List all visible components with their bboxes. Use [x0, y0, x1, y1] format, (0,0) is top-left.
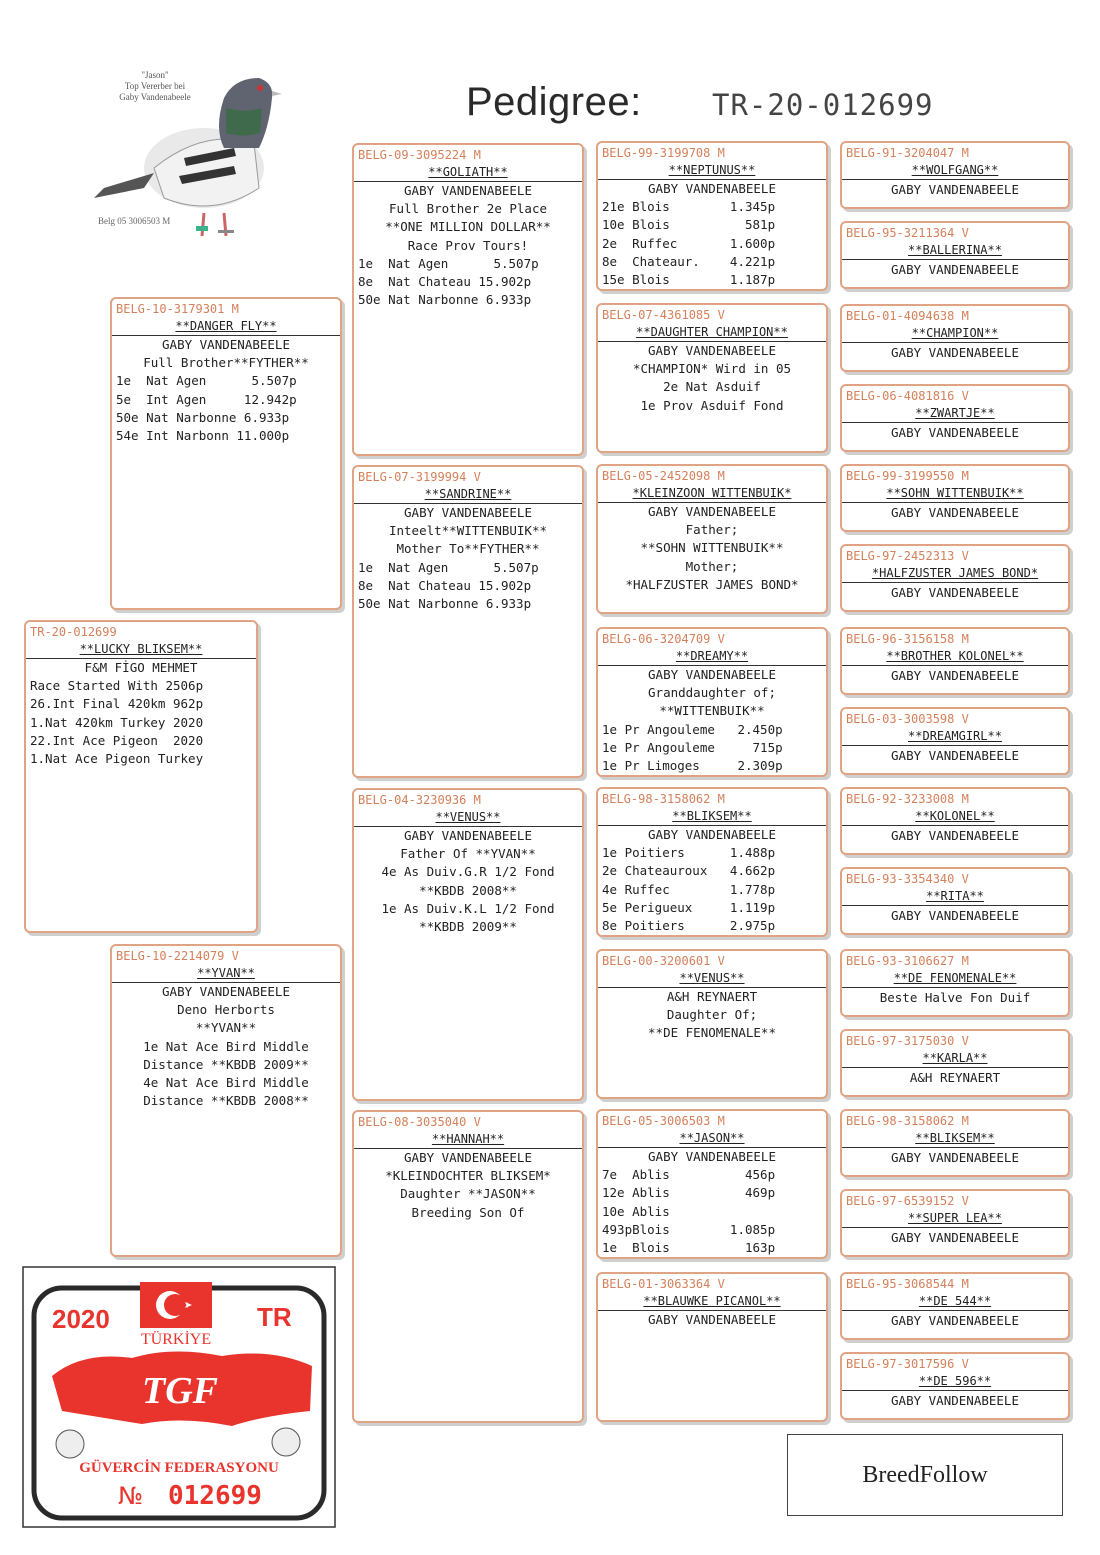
- card-line: 2e Chateauroux 4.662p: [602, 863, 776, 879]
- pigeon-name: **KARLA**: [842, 1050, 1068, 1068]
- pigeon-name: **DE FENOMENALE**: [842, 970, 1068, 988]
- ring-number: BELG-96-3156158 M: [846, 632, 969, 646]
- card-line: Father Of **YVAN**: [400, 846, 536, 862]
- ancestor-card[interactable]: [840, 627, 1070, 695]
- ancestor-card[interactable]: [840, 221, 1070, 289]
- card-line: GABY VANDENABEELE: [404, 505, 532, 520]
- card-line: 1e Blois 163p: [602, 1240, 776, 1256]
- card-line: 15e Blois 1.187p: [602, 272, 776, 288]
- pigeon-name: *HALFZUSTER JAMES BOND*: [842, 565, 1068, 583]
- pigeon-name: **SOHN WITTENBUIK**: [842, 485, 1068, 503]
- card-line: GABY VANDENABEELE: [891, 1230, 1019, 1245]
- great-grandparent-card[interactable]: [596, 1109, 828, 1259]
- card-line: Breeding Son Of: [411, 1204, 525, 1220]
- pigeon-name: **ZWARTJE**: [842, 405, 1068, 423]
- pigeon-name: **CHAMPION**: [842, 325, 1068, 343]
- card-line: 50e Nat Narbonne 6.933p: [358, 292, 532, 308]
- card-line: GABY VANDENABEELE: [891, 585, 1019, 600]
- ancestor-card[interactable]: [840, 1352, 1070, 1420]
- card-line: 1e Nat Agen 5.507p: [116, 373, 297, 389]
- pigeon-name: **JASON**: [598, 1130, 826, 1148]
- great-grandparent-card[interactable]: [596, 141, 828, 291]
- dam-card[interactable]: [110, 944, 342, 1257]
- card-line: GABY VANDENABEELE: [891, 908, 1019, 923]
- card-line: GABY VANDENABEELE: [891, 748, 1019, 763]
- card-line: 493pBlois 1.085p: [602, 1221, 776, 1237]
- ring-number: BELG-93-3354340 V: [846, 872, 969, 886]
- card-line: A&H REYNAERT: [666, 989, 758, 1004]
- sire-card[interactable]: [110, 297, 342, 610]
- ring-number: BELG-07-4361085 V: [602, 308, 725, 322]
- pigeon-name: **BALLERINA**: [842, 242, 1068, 260]
- card-line: *KLEINDOCHTER BLIKSEM*: [385, 1168, 551, 1184]
- card-line: 2e Ruffec 1.600p: [602, 235, 776, 251]
- ancestor-card[interactable]: [840, 707, 1070, 775]
- ring-number: BELG-91-3204047 M: [846, 146, 969, 160]
- ring-number: BELG-05-3006503 M: [602, 1114, 725, 1128]
- card-line: 1.Nat 420km Turkey 2020: [30, 714, 204, 730]
- great-grandparent-card[interactable]: [596, 303, 828, 453]
- card-line: 1e Pr Angouleme 2.450p: [602, 721, 783, 737]
- ring-number: BELG-95-3068544 M: [846, 1277, 969, 1291]
- pigeon-name: **DAUGHTER CHAMPION**: [598, 324, 826, 342]
- subject-card[interactable]: [24, 620, 258, 933]
- card-line: GABY VANDENABEELE: [891, 182, 1019, 197]
- card-line: 8e Chateaur. 4.221p: [602, 253, 776, 269]
- card-line: F&M FİGO MEHMET: [84, 660, 198, 675]
- great-grandparent-card[interactable]: [596, 949, 828, 1099]
- card-line: 1e Nat Agen 5.507p: [358, 559, 539, 575]
- ring-number: BELG-00-3200601 V: [602, 954, 725, 968]
- card-line: Distance **KBDB 2009**: [143, 1056, 309, 1072]
- pigeon-name: **NEPTUNUS**: [598, 162, 826, 180]
- great-grandparent-card[interactable]: [596, 627, 828, 777]
- card-line: 8e Nat Chateau 15.902p: [358, 274, 532, 290]
- pigeon-name: **BLIKSEM**: [842, 1130, 1068, 1148]
- ancestor-card[interactable]: [840, 384, 1070, 452]
- card-line: 1e Pr Angouleme 715p: [602, 739, 783, 755]
- card-line: GABY VANDENABEELE: [162, 337, 290, 352]
- pigeon-name: **RITA**: [842, 888, 1068, 906]
- card-line: 10e Ablis: [602, 1203, 670, 1219]
- card-line: 12e Ablis 469p: [602, 1185, 776, 1201]
- card-line: Deno Herborts: [177, 1002, 275, 1018]
- card-line: **DE FENOMENALE**: [648, 1025, 776, 1041]
- ring-number: BELG-09-3095224 M: [358, 148, 481, 162]
- grandparent-card[interactable]: [352, 143, 584, 456]
- card-line: 1e Nat Ace Bird Middle: [143, 1038, 309, 1054]
- card-line: GABY VANDENABEELE: [891, 1313, 1019, 1328]
- card-line: Full Brother 2e Place: [388, 201, 548, 217]
- grandparent-card[interactable]: [352, 465, 584, 778]
- ring-number: BELG-01-3063364 V: [602, 1277, 725, 1291]
- card-line: Granddaughter of;: [648, 685, 776, 701]
- card-line: GABY VANDENABEELE: [891, 425, 1019, 440]
- grandparent-card[interactable]: [352, 788, 584, 1101]
- badge-country-code: TR: [257, 1302, 292, 1332]
- card-line: Inteelt**WITTENBUIK**: [388, 523, 548, 539]
- card-line: 26.Int Final 420km 962p: [30, 696, 204, 712]
- badge-country: TÜRKİYE: [140, 1331, 212, 1348]
- card-line: 1e As Duiv.K.L 1/2 Fond: [381, 900, 555, 916]
- ring-number: TR-20-012699: [30, 625, 117, 639]
- pigeon-ring-number: Belg 05 3006503 M: [98, 216, 171, 226]
- card-line: 1e Prov Asduif Fond: [640, 397, 784, 413]
- pigeon-caption: "Jason" Top Vererber bei Gaby Vandenabeele: [119, 70, 191, 102]
- card-line: *HALFZUSTER JAMES BOND*: [625, 576, 799, 592]
- card-line: 7e Ablis 456p: [602, 1167, 776, 1183]
- ancestor-card[interactable]: [840, 464, 1070, 532]
- grandparent-card[interactable]: [352, 1110, 584, 1423]
- card-line: 54e Int Narbonn 11.000p: [116, 428, 290, 444]
- card-line: GABY VANDENABEELE: [648, 504, 776, 519]
- card-line: 2e Nat Asduif: [663, 379, 761, 395]
- card-line: GABY VANDENABEELE: [162, 984, 290, 999]
- pigeon-name: **KOLONEL**: [842, 808, 1068, 826]
- card-line: **KBDB 2008**: [419, 882, 517, 898]
- pigeon-name: **VENUS**: [598, 970, 826, 988]
- ring-number: BELG-98-3158062 M: [602, 792, 725, 806]
- card-line: 21e Blois 1.345p: [602, 199, 776, 215]
- card-line: GABY VANDENABEELE: [648, 667, 776, 682]
- card-line: **KBDB 2009**: [419, 919, 517, 935]
- pigeon-name: **BLAUWKE PICANOL**: [598, 1293, 826, 1311]
- ancestor-card[interactable]: [840, 1272, 1070, 1340]
- pigeon-name: **SANDRINE**: [354, 486, 582, 504]
- card-line: Daughter **JASON**: [400, 1186, 536, 1202]
- card-line: GABY VANDENABEELE: [891, 262, 1019, 277]
- card-line: GABY VANDENABEELE: [648, 1312, 776, 1327]
- card-line: **WITTENBUIK**: [659, 703, 765, 719]
- badge-number-prefix: №: [118, 1482, 143, 1510]
- ancestor-card[interactable]: [840, 141, 1070, 209]
- ancestor-card[interactable]: [840, 544, 1070, 612]
- pigeon-name: **BLIKSEM**: [598, 808, 826, 826]
- ring-number: BELG-08-3035040 V: [358, 1115, 481, 1129]
- ancestor-card[interactable]: [840, 949, 1070, 1017]
- card-line: Father;: [685, 522, 739, 538]
- card-line: GABY VANDENABEELE: [891, 668, 1019, 683]
- pigeon-name: **DANGER FLY**: [112, 318, 340, 336]
- pigeon-name: **SUPER LEA**: [842, 1210, 1068, 1228]
- card-line: 1e Pr Limoges 2.309p: [602, 758, 783, 774]
- ancestor-card[interactable]: [840, 1109, 1070, 1177]
- pigeon-name: **DREAMGIRL**: [842, 728, 1068, 746]
- card-line: GABY VANDENABEELE: [648, 1149, 776, 1164]
- card-line: GABY VANDENABEELE: [404, 828, 532, 843]
- card-line: GABY VANDENABEELE: [891, 505, 1019, 520]
- card-line: GABY VANDENABEELE: [404, 1150, 532, 1165]
- card-line: 8e Nat Chateau 15.902p: [358, 577, 532, 593]
- card-line: GABY VANDENABEELE: [648, 827, 776, 842]
- ring-number: BELG-04-3230936 M: [358, 793, 481, 807]
- card-line: 1e Poitiers 1.488p: [602, 845, 776, 861]
- pigeon-name: *KLEINZOON WITTENBUIK*: [598, 485, 826, 503]
- ring-number: BELG-06-3204709 V: [602, 632, 725, 646]
- card-line: Mother To**FYTHER**: [396, 541, 540, 557]
- card-line: 4e As Duiv.G.R 1/2 Fond: [381, 864, 555, 880]
- ancestor-card[interactable]: [840, 1189, 1070, 1257]
- card-line: 22.Int Ace Pigeon 2020: [30, 732, 204, 748]
- pigeon-name: **HANNAH**: [354, 1131, 582, 1149]
- ancestor-card[interactable]: [840, 1029, 1070, 1097]
- card-line: 50e Nat Narbonne 6.933p: [358, 596, 532, 612]
- card-line: GABY VANDENABEELE: [891, 1393, 1019, 1408]
- federation-badge: [22, 1266, 336, 1528]
- ancestor-card[interactable]: [840, 867, 1070, 935]
- ring-number: BELG-06-4081816 V: [846, 389, 969, 403]
- badge-abbr: TGF: [142, 1370, 218, 1412]
- ring-number: BELG-95-3211364 V: [846, 226, 969, 240]
- card-line: 4e Ruffec 1.778p: [602, 881, 776, 897]
- ancestor-card[interactable]: [840, 787, 1070, 855]
- card-line: 1e Nat Agen 5.507p: [358, 255, 539, 271]
- card-line: **SOHN WITTENBUIK**: [640, 540, 784, 556]
- pigeon-name: **VENUS**: [354, 809, 582, 827]
- card-line: Daughter Of;: [666, 1007, 758, 1023]
- pigeon-name: **GOLIATH**: [354, 164, 582, 182]
- card-line: Distance **KBDB 2008**: [143, 1093, 309, 1109]
- pedigree-code: TR-20-012699: [712, 88, 934, 122]
- pigeon-name: **BROTHER KOLONEL**: [842, 648, 1068, 666]
- card-line: Beste Halve Fon Duif: [879, 990, 1031, 1005]
- card-line: 5e Perigueux 1.119p: [602, 899, 776, 915]
- card-line: **YVAN**: [195, 1020, 257, 1036]
- card-line: 5e Int Agen 12.942p: [116, 391, 297, 407]
- ring-number: BELG-97-3175030 V: [846, 1034, 969, 1048]
- pigeon-name: **DE 544**: [842, 1293, 1068, 1311]
- ring-number: BELG-98-3158062 M: [846, 1114, 969, 1128]
- card-line: Race Prov Tours!: [407, 237, 529, 253]
- card-line: Full Brother**FYTHER**: [143, 355, 309, 371]
- page-title: Pedigree:: [466, 80, 642, 124]
- breedfollow-logo: BreedFollow: [787, 1434, 1063, 1516]
- card-line: GABY VANDENABEELE: [891, 1150, 1019, 1165]
- card-line: GABY VANDENABEELE: [648, 181, 776, 196]
- ring-number: BELG-03-3003598 V: [846, 712, 969, 726]
- ring-number: BELG-97-2452313 V: [846, 549, 969, 563]
- great-grandparent-card[interactable]: [596, 1272, 828, 1422]
- pigeon-name: **YVAN**: [112, 965, 340, 983]
- badge-number: 012699: [168, 1481, 262, 1511]
- card-line: Race Started With 2506p: [30, 678, 204, 694]
- card-line: GABY VANDENABEELE: [404, 183, 532, 198]
- card-line: 1.Nat Ace Pigeon Turkey: [30, 751, 204, 767]
- ring-number: BELG-92-3233008 M: [846, 792, 969, 806]
- pigeon-name: **DE 596**: [842, 1373, 1068, 1391]
- card-line: A&H REYNAERT: [909, 1070, 1001, 1085]
- ring-number: BELG-01-4094638 M: [846, 309, 969, 323]
- ring-number: BELG-05-2452098 M: [602, 469, 725, 483]
- card-line: Mother;: [685, 558, 739, 574]
- card-line: *CHAMPION* Wird in 05: [632, 361, 792, 377]
- badge-year: 2020: [52, 1304, 110, 1334]
- great-grandparent-card[interactable]: [596, 464, 828, 614]
- ring-number: BELG-10-3179301 M: [116, 302, 239, 316]
- card-line: 8e Poitiers 2.975p: [602, 918, 776, 934]
- pigeon-name: **DREAMY**: [598, 648, 826, 666]
- card-line: **ONE MILLION DOLLAR**: [385, 219, 551, 235]
- ring-number: BELG-97-3017596 V: [846, 1357, 969, 1371]
- card-line: GABY VANDENABEELE: [648, 343, 776, 358]
- pigeon-name: **WOLFGANG**: [842, 162, 1068, 180]
- card-line: 4e Nat Ace Bird Middle: [143, 1075, 309, 1091]
- great-grandparent-card[interactable]: [596, 787, 828, 937]
- ring-number: BELG-99-3199708 M: [602, 146, 725, 160]
- ring-number: BELG-07-3199994 V: [358, 470, 481, 484]
- ring-number: BELG-93-3106627 M: [846, 954, 969, 968]
- ancestor-card[interactable]: [840, 304, 1070, 372]
- ring-number: BELG-97-6539152 V: [846, 1194, 969, 1208]
- card-line: GABY VANDENABEELE: [891, 345, 1019, 360]
- pigeon-name: **LUCKY BLIKSEM**: [26, 641, 256, 659]
- badge-federation: GÜVERCİN FEDERASYONU: [79, 1460, 279, 1476]
- card-line: 50e Nat Narbonne 6.933p: [116, 409, 290, 425]
- card-line: GABY VANDENABEELE: [891, 828, 1019, 843]
- ring-number: BELG-99-3199550 M: [846, 469, 969, 483]
- ring-number: BELG-10-2214079 V: [116, 949, 239, 963]
- card-line: 10e Blois 581p: [602, 217, 776, 233]
